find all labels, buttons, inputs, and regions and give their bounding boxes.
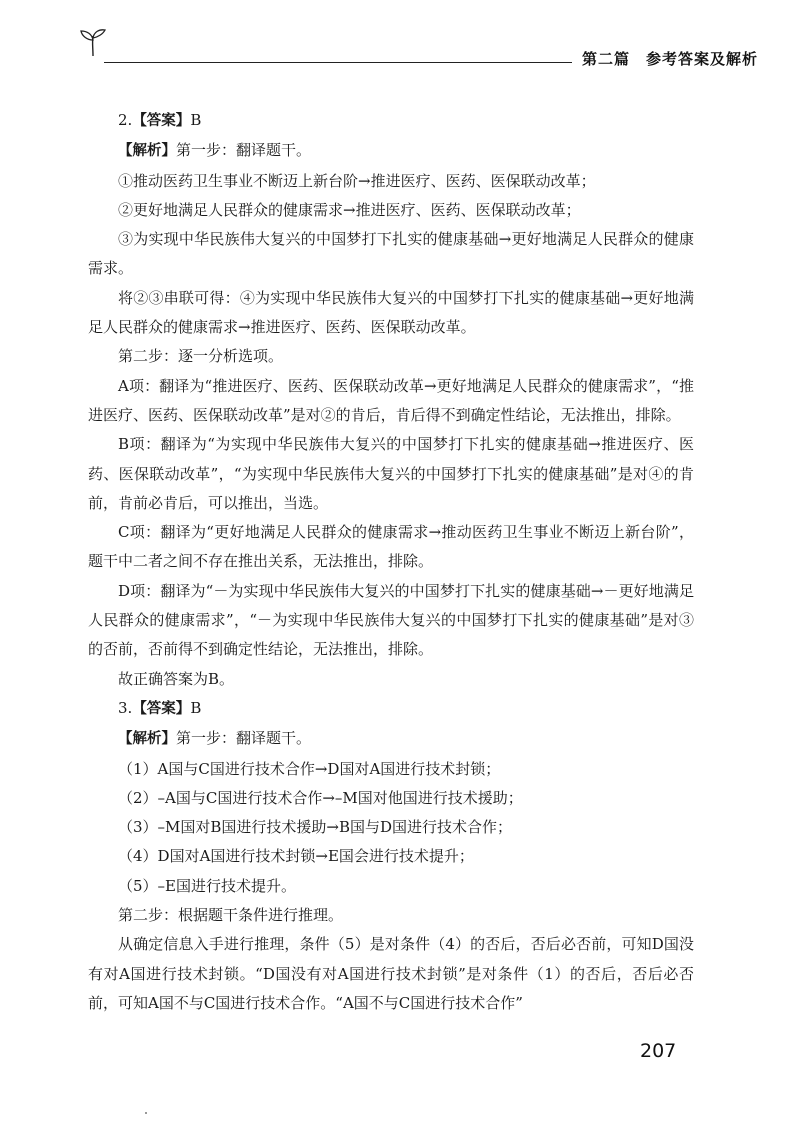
page-header	[78, 26, 759, 70]
q3-answer-line	[88, 694, 694, 724]
q2-option-a: A项：翻译为“推进医疗、医药、医保联动改革→更好地满足人民群众的健康需求”，“推进医疗、医药、医保联动改革”是对②的肯后，肯后得不到确定性结论，无法推出，排除。	[88, 376, 694, 424]
q2-option-d: D项：翻译为“－为实现中华民族伟大复兴的中国梦打下扎实的健康基础→－更好地满足人民群众的健康需求”，“－为实现中华民族伟大复兴的中国梦打下扎实的健康基础”是对③的否前，否前得不到确定性结论，无法推出，排除。	[88, 581, 694, 659]
scan-speck	[145, 1112, 147, 1114]
q2-option-b: B项：翻译为“为实现中华民族伟大复兴的中国梦打下扎实的健康基础→推进医疗、医药、医保联动改革”，“为实现中华民族伟大复兴的中国梦打下扎实的健康基础”是对④的肯前，肯前必肯后，可以推出，当选。	[88, 435, 694, 512]
q3-condition-4: （4）D国对A国进行技术封锁→E国会进行技术提升；	[118, 847, 474, 866]
q2-premise-2: ②更好地满足人民群众的健康需求→推进医疗、医药、医保联动改革；	[118, 200, 581, 219]
q3-condition-1: （1）A国与C国进行技术合作→D国对A国进行技术封锁；	[118, 759, 501, 778]
q3-step1: 第一步：翻译题干。	[176, 729, 312, 748]
q2-conclusion: 故正确答案为B。	[118, 669, 235, 688]
q3-reasoning: 从确定信息入手进行推理，条件（5）是对条件（4）的否后，否后必否前，可知D国没有对A国进行技术封锁。“D国没有对A国进行技术封锁”是对条件（1）的否后，否后必否前，可知A国不与C国进行技术合作。“A国不与C国进行技术合作”	[88, 935, 694, 1012]
q3-condition-3: （3）–M国对B国进行技术援助→B国与D国进行技术合作；	[118, 818, 513, 837]
q3-condition-5: （5）–E国进行技术提升。	[118, 876, 296, 895]
q2-answer-value: B	[190, 111, 202, 129]
q3-number: 3.	[118, 698, 133, 717]
q2-analysis-label: 【解析】	[118, 143, 176, 160]
q2-premise-1: ①推动医药卫生事业不断迈上新台阶→推进医疗、医药、医保联动改革；	[118, 171, 596, 190]
sprout-icon	[78, 28, 108, 58]
page-number: 207	[640, 1040, 677, 1062]
q2-number: 2.	[118, 111, 133, 129]
q2-chain: 将②③串联可得：④为实现中华民族伟大复兴的中国梦打下扎实的健康基础→更好地满足人民群众的健康需求→推进医疗、医药、医保联动改革。	[88, 288, 694, 337]
answer-content	[88, 106, 694, 1018]
q3-analysis-label: 【解析】	[118, 731, 176, 748]
q3-step2: 第二步：根据题干条件进行推理。	[118, 906, 344, 925]
q2-step1: 第一步：翻译题干。	[176, 141, 312, 160]
q2-answer-label: 【答案】	[132, 113, 191, 129]
q2-analysis-line	[88, 136, 694, 166]
q3-answer-value: B	[190, 698, 202, 717]
q2-answer-line	[88, 106, 694, 136]
header-rule	[104, 62, 572, 63]
header-title: 第二篇 参考答案及解析	[582, 50, 759, 68]
q2-premise-3: ③为实现中华民族伟大复兴的中国梦打下扎实的健康基础→更好地满足人民群众的健康需求。	[88, 230, 694, 278]
q2-option-c: C项：翻译为“更好地满足人民群众的健康需求→推动医药卫生事业不断迈上新台阶”，题干中二者之间不存在推出关系，无法推出，排除。	[88, 523, 694, 571]
q3-answer-label: 【答案】	[132, 700, 191, 717]
q3-condition-2: （2）–A国与C国进行技术合作→–M国对他国进行技术援助；	[118, 788, 523, 807]
q3-analysis-line	[88, 724, 694, 754]
q2-step2: 第二步：逐一分析选项。	[118, 347, 284, 366]
